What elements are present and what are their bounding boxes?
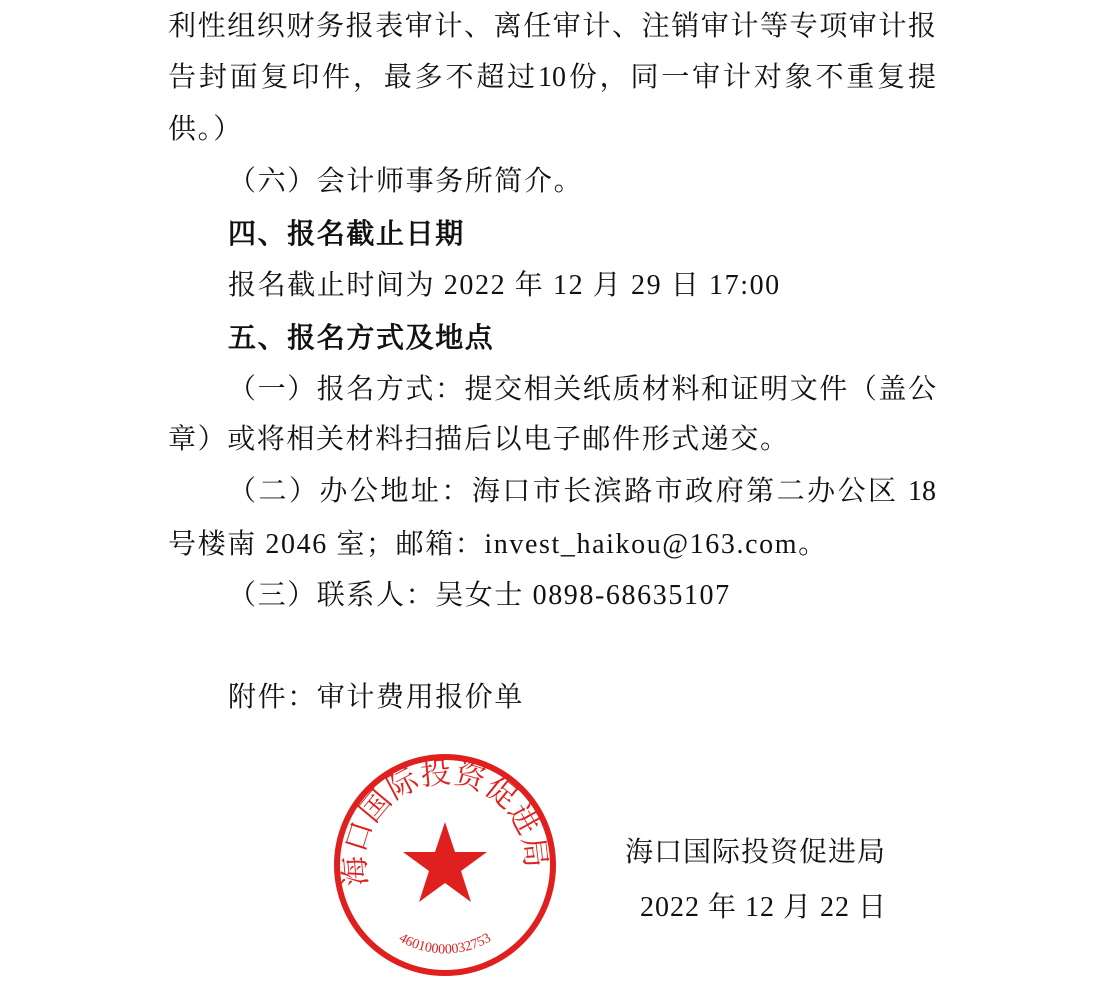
signature-organization: 海口国际投资促进局 [625,837,887,868]
signature-date: 2022 年 12 月 22 日 [640,892,888,923]
section-heading-deadline: 四、报名截止日期 [228,217,465,250]
attachment-line: 附件：审计费用报价单 [228,682,525,713]
deadline-text: 报名截止时间为 2022 年 12 月 29 日 17:00 [228,270,781,301]
paragraph-line: 告封面复印件，最多不超过10份，同一审计对象不重复提 [168,62,936,93]
contact-line: （三）联系人：吴女士 0898-68635107 [228,580,731,611]
seal-text: 海口国际投资促进局 [338,756,553,888]
item-company-profile: （六）会计师事务所简介。 [228,166,584,197]
paragraph-line: 利性组织财务报表审计、离任审计、注销审计等专项审计报 [168,11,936,42]
seal-code: 46010000032753 [396,930,494,958]
star-icon [403,822,487,902]
method-line: 章）或将相关材料扫描后以电子邮件形式递交。 [168,424,790,455]
section-heading-method: 五、报名方式及地点 [228,321,495,354]
paragraph-line: 供。） [168,114,243,145]
method-line: （一）报名方式：提交相关纸质材料和证明文件（盖公 [228,374,936,405]
address-line: （二）办公地址：海口市长滨路市政府第二办公区 18 [228,476,936,507]
address-line: 号楼南 2046 室；邮箱：invest_haikou@163.com。 [168,529,828,560]
official-seal-stamp [330,750,560,980]
